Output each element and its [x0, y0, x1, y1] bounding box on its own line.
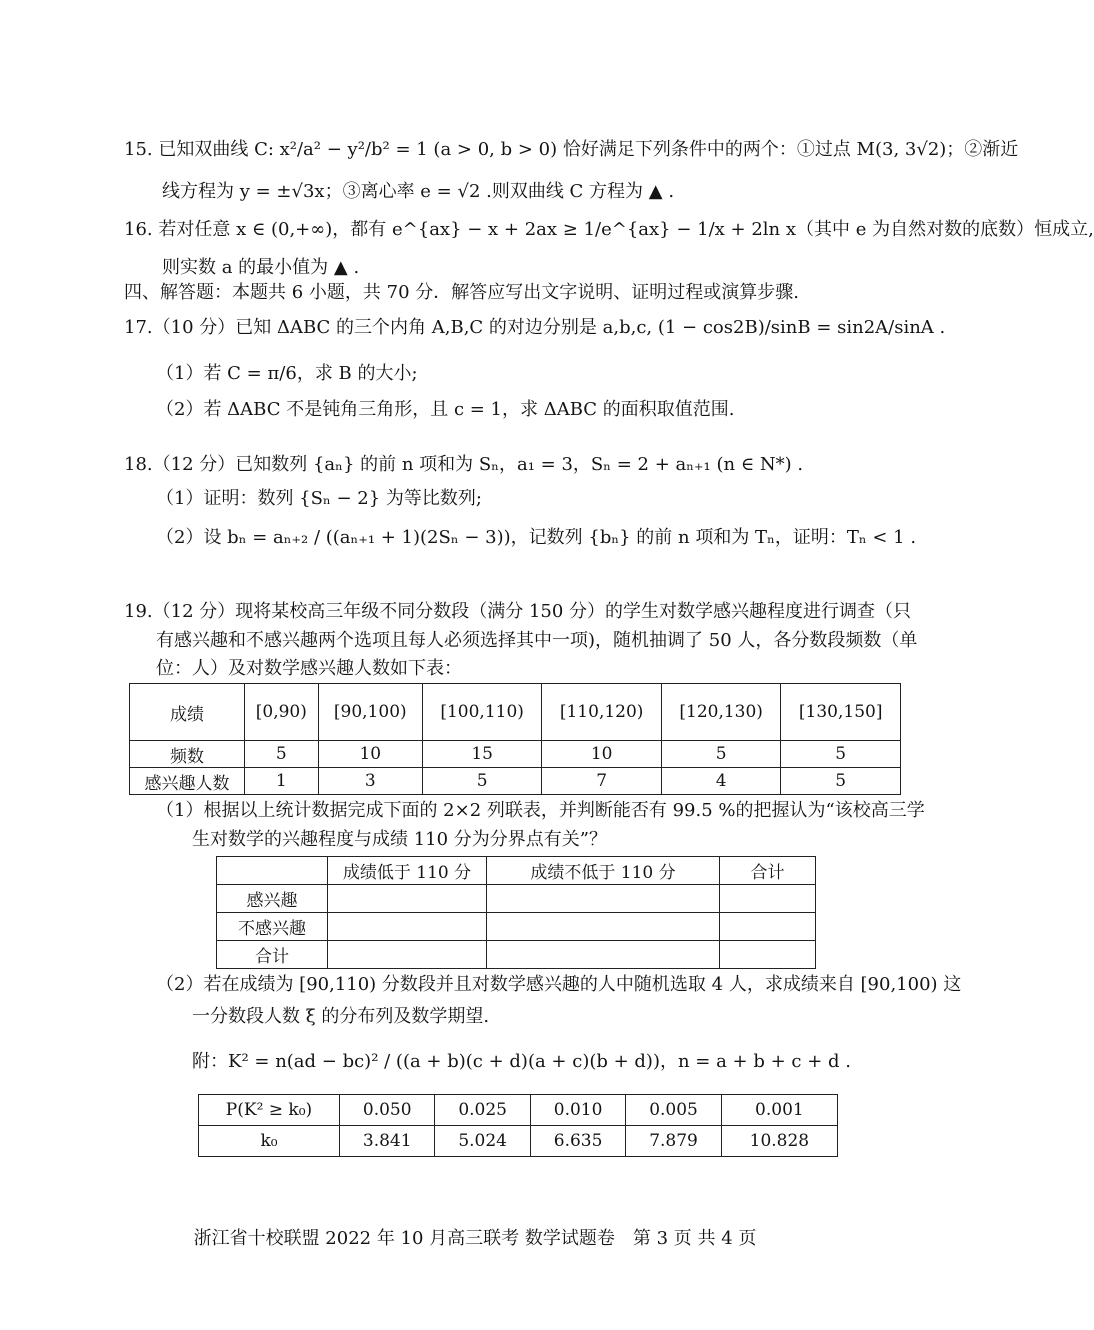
q17-part1: （1）若 C = π/6，求 B 的大小;	[156, 363, 418, 384]
q18-stem: 18.（12 分）已知数列 {aₙ} 的前 n 项和为 Sₙ，a₁ = 3，Sₙ = 2 + aₙ₊₁ (n ∈ N*) .	[124, 454, 804, 475]
q19-line3: 位：人）及对数学感兴趣人数如下表：	[156, 658, 462, 679]
table-cell: [120,130)	[661, 684, 781, 741]
table-cell: 感兴趣人数	[130, 768, 245, 795]
section-heading: 四、解答题：本题共 6 小题，共 70 分．解答应写出文字说明、证明过程或演算步骤.	[124, 282, 799, 303]
table-row	[217, 941, 816, 969]
q19-part2-line2: 一分数段人数 ξ 的分布列及数学期望.	[192, 1006, 490, 1027]
table-row	[217, 885, 816, 913]
q17-part2: （2）若 ΔABC 不是钝角三角形，且 c = 1，求 ΔABC 的面积取值范围.	[156, 399, 735, 420]
table-cell: P(K² ≥ k₀)	[199, 1095, 340, 1126]
table-cell: 7.879	[626, 1126, 721, 1157]
table-cell: [0,90)	[245, 684, 319, 741]
q19-part1-line1: （1）根据以上统计数据完成下面的 2×2 列联表，并判断能否有 99.5 %的把握认为“该校高三学	[156, 800, 925, 821]
table-cell: 0.010	[530, 1095, 625, 1126]
q15-line2: 线方程为 y = ±√3x；③离心率 e = √2 .则双曲线 C 方程为 ▲ .	[162, 181, 675, 202]
q19-part1-line2: 生对数学的兴趣程度与成绩 110 分为分界点有关”？	[192, 829, 607, 850]
table-cell: 7	[542, 768, 662, 795]
q17-stem: 17.（10 分）已知 ΔABC 的三个内角 A,B,C 的对边分别是 a,b,c, (1 − cos2B)/sinB = sin2A/sinA .	[124, 317, 946, 338]
table-row	[130, 768, 901, 795]
table-cell	[720, 941, 816, 969]
table-cell	[720, 885, 816, 913]
table-cell: 0.025	[435, 1095, 530, 1126]
table-cell: 5	[661, 741, 781, 768]
critical-value-table	[198, 1094, 838, 1157]
table-cell: 5	[245, 741, 319, 768]
table-cell	[487, 913, 720, 941]
table-row	[199, 1126, 838, 1157]
table-cell: 10.828	[721, 1126, 837, 1157]
table-cell	[487, 941, 720, 969]
page-footer: 浙江省十校联盟 2022 年 10 月高三联考 数学试题卷 第 3 页 共 4 页	[193, 1228, 757, 1249]
table-cell: 0.050	[340, 1095, 435, 1126]
table-cell: 5	[781, 768, 901, 795]
table-row	[199, 1095, 838, 1126]
table-cell: [100,110)	[422, 684, 542, 741]
q19-line2: 有感兴趣和不感兴趣两个选项且每人必须选择其中一项)，随机抽调了 50 人，各分数段频数（单	[156, 630, 918, 651]
table-cell: 5	[422, 768, 542, 795]
table-cell	[328, 885, 487, 913]
table-cell: 15	[422, 741, 542, 768]
table-cell: 感兴趣	[217, 885, 328, 913]
q19-line1: 19.（12 分）现将某校高三年级不同分数段（满分 150 分）的学生对数学感兴趣程度进行调查（只	[124, 601, 912, 622]
table-cell	[487, 885, 720, 913]
table-cell: 3	[318, 768, 422, 795]
table-cell: k₀	[199, 1126, 340, 1157]
table-cell: 合计	[720, 857, 816, 885]
table-row	[217, 857, 816, 885]
table-cell	[328, 913, 487, 941]
q16-line2: 则实数 a 的最小值为 ▲ .	[162, 257, 360, 278]
table-cell: 合计	[217, 941, 328, 969]
table-cell: 0.001	[721, 1095, 837, 1126]
q18-part2: （2）设 bₙ = aₙ₊₂ / ((aₙ₊₁ + 1)(2Sₙ − 3))，记数列 {bₙ} 的前 n 项和为 Tₙ，证明：Tₙ < 1 .	[156, 527, 917, 548]
table-row	[217, 913, 816, 941]
table-cell: 频数	[130, 741, 245, 768]
q15-line1: 15. 已知双曲线 C: x²/a² − y²/b² = 1 (a > 0, b > 0) 恰好满足下列条件中的两个：①过点 M(3, 3√2)；②渐近	[124, 139, 1019, 160]
table-cell	[217, 857, 328, 885]
table-cell	[328, 941, 487, 969]
table-cell: 5.024	[435, 1126, 530, 1157]
k2-formula: 附：K² = n(ad − bc)² / ((a + b)(c + d)(a + c)(b + d))，n = a + b + c + d .	[192, 1051, 851, 1072]
table-cell	[720, 913, 816, 941]
table-row	[130, 741, 901, 768]
table-cell: 6.635	[530, 1126, 625, 1157]
table-cell: [130,150]	[781, 684, 901, 741]
q18-part1: （1）证明：数列 {Sₙ − 2} 为等比数列;	[156, 488, 482, 509]
table-cell: 成绩不低于 110 分	[487, 857, 720, 885]
table-cell: 1	[245, 768, 319, 795]
table-cell: 10	[542, 741, 662, 768]
q16-line1: 16. 若对任意 x ∈ (0,+∞)，都有 e^{ax} − x + 2ax ≥ 1/e^{ax} − 1/x + 2ln x（其中 e 为自然对数的底数）恒成立,	[124, 219, 1094, 240]
table-cell: 10	[318, 741, 422, 768]
table-cell: 成绩	[130, 684, 245, 741]
table-cell: [90,100)	[318, 684, 422, 741]
table-cell: 不感兴趣	[217, 913, 328, 941]
table-cell: 0.005	[626, 1095, 721, 1126]
table-cell: 3.841	[340, 1126, 435, 1157]
table-row	[130, 684, 901, 741]
table-cell: 成绩低于 110 分	[328, 857, 487, 885]
table-cell: [110,120)	[542, 684, 662, 741]
table-cell: 5	[781, 741, 901, 768]
contingency-table	[216, 856, 816, 969]
q19-part2-line1: （2）若在成绩为 [90,110) 分数段并且对数学感兴趣的人中随机选取 4 人，求成绩来自 [90,100) 这	[156, 974, 962, 995]
table-cell: 4	[661, 768, 781, 795]
frequency-table	[129, 683, 901, 795]
